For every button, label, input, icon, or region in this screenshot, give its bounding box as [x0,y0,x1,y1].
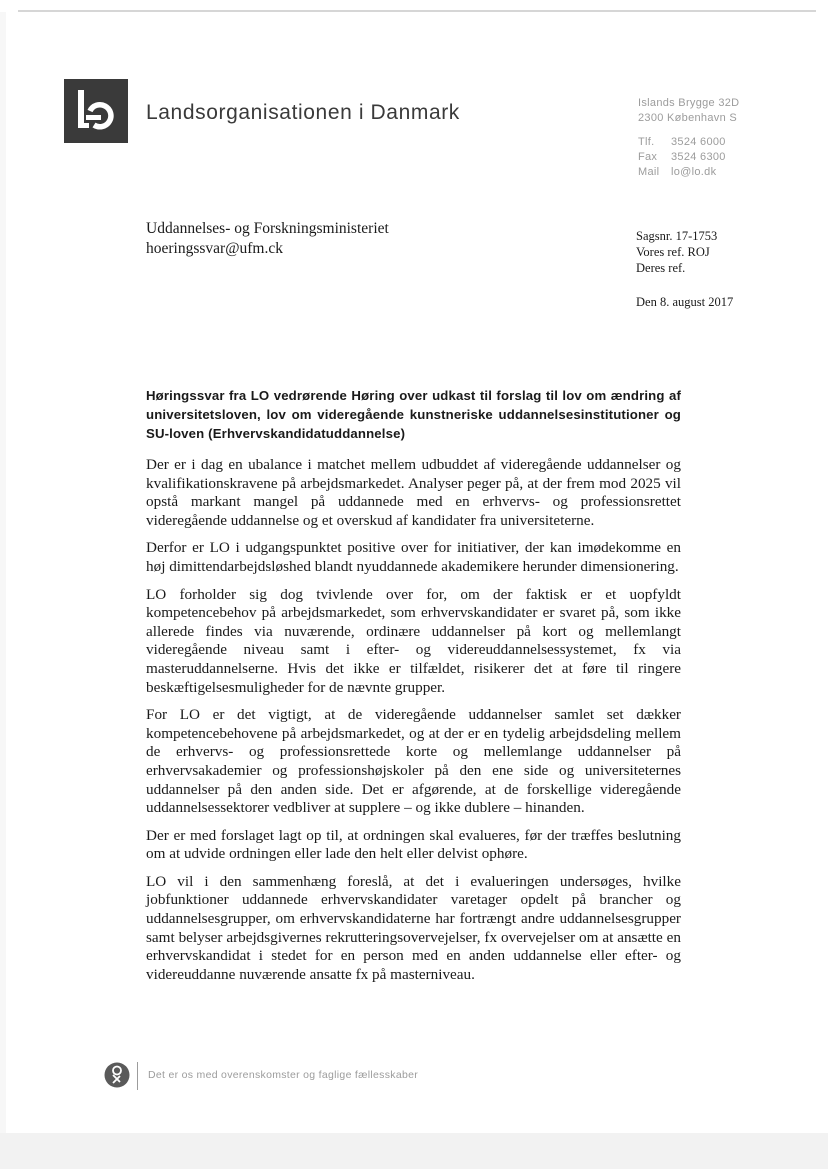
case-number: Sagsnr. 17-1753 [636,229,718,243]
body-paragraph: Derfor er LO i udgangspunktet positive over for initiativer, der kan imødekomme en høj dimittendarbejdsløshed blandt nyuddannede akademikere herunder dimensionering. [146,539,681,575]
body-paragraph: Der er med forslaget lagt op til, at ordningen skal evalueres, før der træffes beslutning om at udvide ordningen eller lade den helt eller delvist ophøre. [146,826,681,863]
address-line: 2300 København S [638,112,737,124]
contact-phone [638,135,739,150]
lo-logo [64,79,128,143]
letter-body [146,456,681,993]
footer-emblem-icon [104,1062,130,1088]
subject-heading: Høringssvar fra LO vedrørende Høring over udkast til forslag til lov om ændring af universitetsloven, lov om videregående kunstneriske uddannelsesinstitutioner og SU-loven (Erhvervskandidatuddannelse) [146,388,681,441]
recipient-name: Uddannelses- og Forskningsministeriet [146,220,389,237]
letter-date: Den 8. august 2017 [636,295,734,309]
body-paragraph: Der er i dag en ubalance i matchet mellem udbuddet af videregående uddannelser og kvalifikationskravene på arbejdsmarkedet. Analyser peger på, at der frem mod 2025 vil opstå markant mangel på uddannede med en erhvervs- og professionsrettet videregående uddannelse og et overskud af kandidater fra universiteterne. [146,456,681,529]
contact-label: Tlf. [638,136,655,148]
org-name: Landsorganisationen i Danmark [146,101,460,124]
scan-edge-bottom [0,1133,828,1169]
contact-value: 3524 6000 [671,136,726,148]
contact-block [638,96,739,180]
recipient-email[interactable]: hoeringssvar@ufm.ck [146,240,283,257]
footer-tagline: Det er os med overenskomster og faglige fællesskaber [148,1069,419,1081]
body-paragraph: LO vil i den sammenhæng foreslå, at det i evalueringen undersøges, hvilke jobfunktioner uddannede erhvervskandidater varetager opdelt på brancher og uddannelsesgrupper, om erhvervskandidaterne har fortrængt andre uddannelsesgrupper samt belyser arbejdsgivernes rekrutteringsovervejelser, fx overvejelser om at ansætte en erhvervskandidat i stedet for en person med en anden uddannelse eller efter- og videreuddanne nuværende ansatte fx på masterniveau. [146,872,681,983]
footer-divider [137,1062,138,1090]
recipient-block [146,219,389,259]
body-paragraph: LO forholder sig dog tvivlende over for, om der faktisk er et uopfyldt kompetencebehov på arbejdsmarkedet, som erhvervskandidater er svaret på, som ikke allerede findes via nuværende, ordinære uddannelser på kort og mellemlangt videregående niveau samt i efter- og videreuddannelsessystemet, fx via masteruddannelserne. Hvis det ikke er tilfældet, risikerer det at føre til ringere beskæftigelsesmuligheder for de nævnte grupper. [146,585,681,696]
contact-value[interactable]: lo@lo.dk [671,166,717,178]
contact-mail [638,165,739,180]
contact-label: Mail [638,166,660,178]
scan-edge-top [18,10,816,12]
our-reference: Vores ref. ROJ [636,245,710,259]
reference-block [636,228,717,276]
address-line: Islands Brygge 32D [638,97,740,109]
lo-logo-icon [64,79,128,143]
contact-fax [638,150,739,165]
your-reference: Deres ref. [636,261,686,275]
body-paragraph: For LO er det vigtigt, at de videregående uddannelser samlet set dækker kompetencebehovene på arbejdsmarkedet, og at der er en tydelig arbejdsdeling mellem de erhvervs- og professionsrettede korte og mellemlange uddannelser på erhvervsakademier og professionshøjskoler på den ene side og universiteternes uddannelser på den anden side. Det er afgørende, at de forskellige videregående uddannelsessektorer vedbliver at supplere – og ikke dublere – hinanden. [146,706,681,817]
contact-label: Fax [638,151,658,163]
scan-edge-left [0,12,6,1133]
contact-value: 3524 6300 [671,151,726,163]
